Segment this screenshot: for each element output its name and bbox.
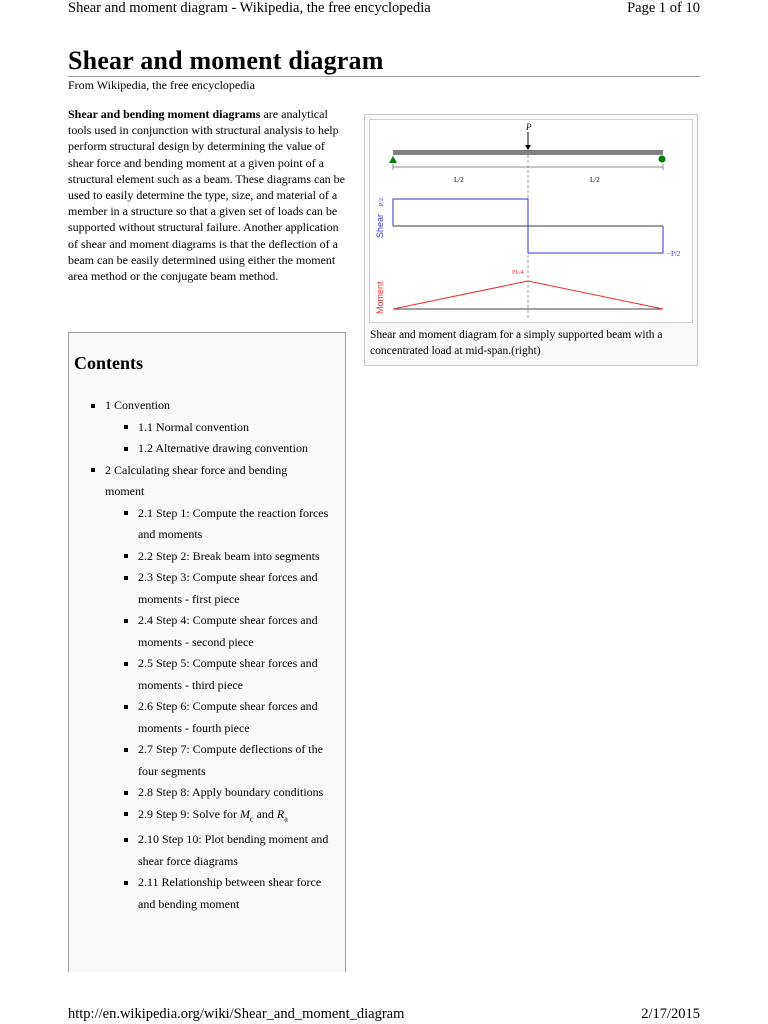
toc-item-label: 2.6 Step 6: Compute shear forces and moments - fourth piece [138,699,318,735]
table-of-contents [68,332,346,972]
toc-item[interactable] [69,804,338,830]
toc-item-label: 2.1 Step 1: Compute the reaction forces and moments [138,505,329,541]
toc-item-label: 1.1 Normal convention [138,419,249,434]
toc-item-label: 2.3 Step 3: Compute shear forces and moments - first piece [138,570,318,606]
bullet-icon [91,468,95,472]
toc-item-label: 2.4 Step 4: Compute shear forces and moments - second piece [138,613,318,649]
toc-item[interactable] [69,829,338,872]
print-header-title: Shear and moment diagram - Wikipedia, the free encyclopedia [68,0,431,16]
page-subtitle: From Wikipedia, the free encyclopedia [68,78,255,92]
toc-item-label: 1 Convention [105,398,170,412]
beam [393,150,663,155]
toc-item[interactable] [69,395,305,417]
toc-item[interactable] [69,610,338,653]
toc-item[interactable] [69,872,338,915]
shear-moment-diagram [370,120,692,322]
toc-item-label: 2.2 Step 2: Break beam into segments [138,548,320,563]
toc-item-label: and [253,806,277,821]
shear-positive-label: P/2 [379,197,385,206]
toc-item[interactable] [69,503,338,546]
bullet-icon [124,705,128,709]
pin-support [389,156,397,163]
bullet-icon [124,812,128,816]
print-footer-url: http://en.wikipedia.org/wiki/Shear_and_moment_diagram [68,1006,405,1022]
bullet-icon [124,425,128,429]
bullet-icon [124,748,128,752]
title-divider [68,76,700,77]
print-header-page-number: Page 1 of 10 [627,0,700,16]
bullet-icon [124,576,128,580]
toc-item-label: 2.8 Step 8: Apply boundary conditions [138,785,324,799]
toc-item[interactable] [69,546,338,568]
toc-list [69,395,347,915]
figure-caption: Shear and moment diagram for a simply supported beam with a concentrated load at mid-span.(right) [370,329,663,357]
bullet-icon [124,619,128,623]
bullet-icon [124,838,128,842]
page-title: Shear and moment diagram [68,46,384,75]
toc-item[interactable] [69,696,338,739]
toc-item[interactable] [69,460,305,503]
toc-item[interactable] [69,782,338,804]
figure-thumbnail [364,114,698,366]
bullet-icon [124,447,128,451]
toc-item-label: 2.11 Relationship between shear force and bending moment [138,875,322,911]
toc-item[interactable] [69,653,338,696]
span-right-label: L/2 [590,176,600,184]
toc-item-label: 1.2 Alternative drawing convention [138,441,308,455]
shear-axis-label: Shear [375,213,385,238]
shear-negative-label: −P/2 [667,250,681,258]
toc-item[interactable] [69,438,338,460]
bullet-icon [124,881,128,885]
toc-item-variable: R [276,806,285,821]
toc-item-label: 2.10 Step 10: Plot bending moment and shear force diagrams [138,832,329,868]
toc-item[interactable] [69,567,338,610]
toc-title: Contents [74,353,144,373]
span-left-label: L/2 [454,176,464,184]
bullet-icon [124,662,128,666]
toc-item-label: 2 Calculating shear force and bending moment [105,462,288,498]
bullet-icon [124,511,128,515]
toc-item-label: 2.9 Step 9: Solve for [138,806,240,821]
toc-item-subscript: a [284,813,288,823]
toc-item[interactable] [69,739,338,782]
toc-item-label: 2.7 Step 7: Compute deflections of the four segments [138,742,323,778]
toc-item-label: 2.5 Step 5: Compute shear forces and moments - third piece [138,656,318,692]
moment-peak-label: PL/4 [512,270,524,276]
toc-item-variable: M [240,806,250,821]
load-label: P [526,122,532,132]
bullet-icon [91,404,95,408]
bullet-icon [124,791,128,795]
roller-support [659,156,666,163]
load-arrow-head [525,145,531,150]
intro-paragraph [68,106,350,284]
intro-bold-term: Shear and bending moment diagrams [68,107,261,121]
toc-item-subscript: c [250,813,254,823]
figure-image[interactable] [369,119,693,323]
intro-text: are analytical tools used in conjunction with structural analysis to help perform structural design by determining the value of shear force and bending moment at a given point of a structural element such as a beam. These diagrams can be used to easily determine the type, size, and material of a member in a structure so that a given set of loads can be supported without structural failure. Another application of shear and moment diagrams is that the deflection of a beam can be easily determined using either the moment area method or the conjugate beam method. [68,107,346,284]
bullet-icon [124,554,128,558]
toc-item[interactable] [69,417,338,439]
moment-axis-label: Moment [375,281,385,314]
print-footer-date: 2/17/2015 [641,1006,700,1022]
